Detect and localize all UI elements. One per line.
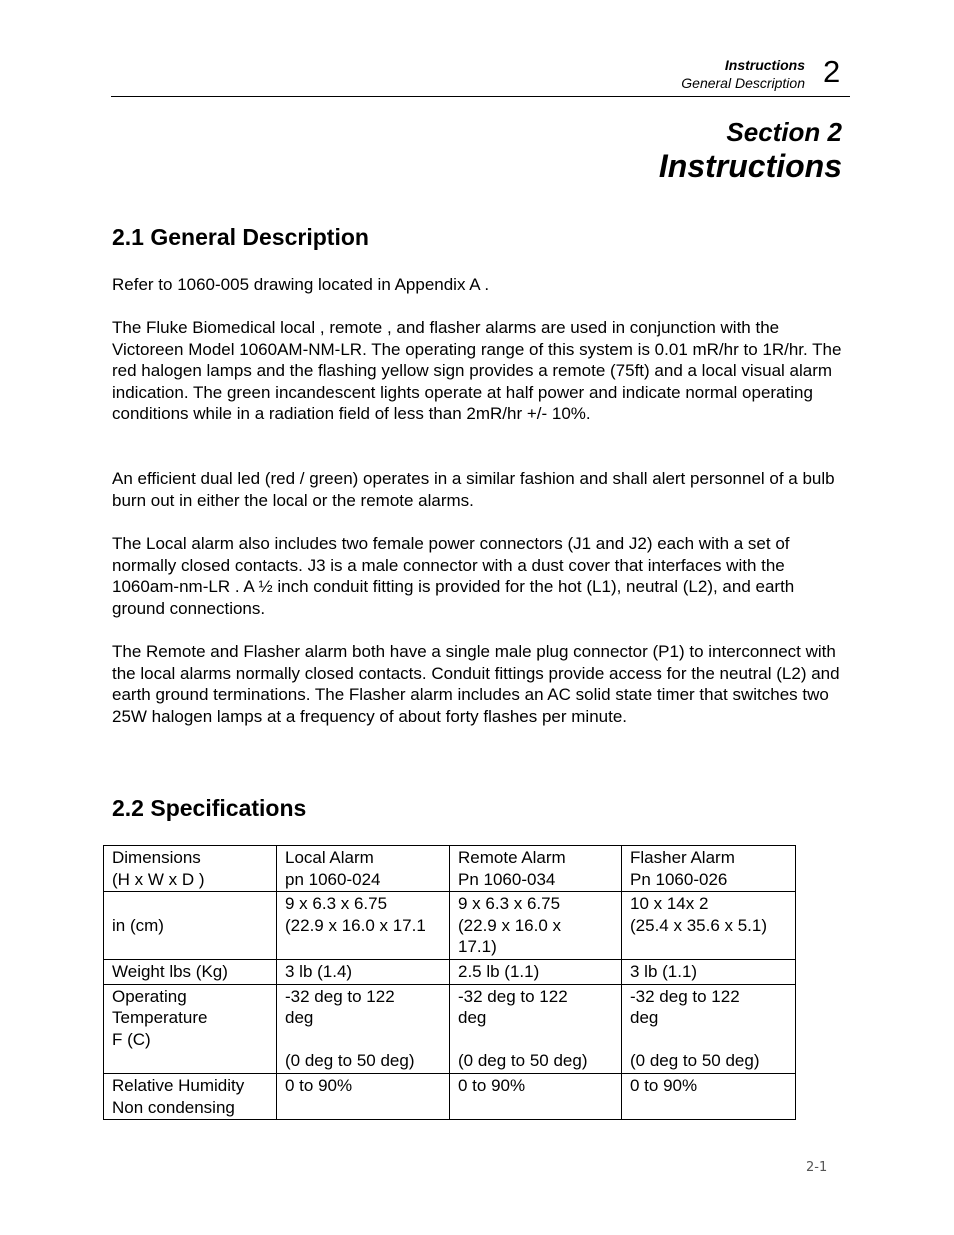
- table-cell: -32 deg to 122 deg (0 deg to 50 deg): [622, 984, 796, 1073]
- table-cell: Relative Humidity Non condensing: [104, 1073, 277, 1119]
- section-title: Instructions: [658, 148, 842, 184]
- paragraph-remote-flasher: The Remote and Flasher alarm both have a single male plug connector (P1) to interconnect with the local alarms normally closed contacts. Conduit fittings provide access for the neutral (L2) and earth ground terminations. The Flasher alarm includes an AC solid state timer that switches two 25W halogen lamps at a frequency of about forty flashes per minute.: [112, 642, 840, 726]
- table-cell: Flasher Alarm Pn 1060-026: [622, 846, 796, 892]
- table-cell: 0 to 90%: [450, 1073, 622, 1119]
- table-cell: 0 to 90%: [622, 1073, 796, 1119]
- table-cell: -32 deg to 122 deg (0 deg to 50 deg): [277, 984, 450, 1073]
- chapter-number: 2: [823, 54, 841, 89]
- paragraph-appendix-ref: Refer to 1060-005 drawing located in Appendix A .: [112, 275, 490, 294]
- table-cell: in (cm): [104, 892, 277, 960]
- table-cell: 0 to 90%: [277, 1073, 450, 1119]
- table-row: [104, 984, 796, 1073]
- page-number: 2-1: [806, 1160, 828, 1175]
- table-cell: 9 x 6.3 x 6.75 (22.9 x 16.0 x 17.1: [277, 892, 450, 960]
- paragraph-local-alarm: The Local alarm also includes two female power connectors (J1 and J2) each with a set of normally closed contacts. J3 is a male connector with a dust cover that interfaces with the 1060am-nm-LR . A ½ inch conduit fitting is provided for the hot (L1), neutral (L2), and earth ground connections.: [112, 534, 795, 618]
- paragraph-dual-led: An efficient dual led (red / green) operates in a similar fashion and shall alert personnel of a bulb burn out in either the local or the remote alarms.: [112, 469, 835, 510]
- section-label: Section 2: [726, 117, 842, 147]
- table-cell: 3 lb (1.4): [277, 959, 450, 984]
- table-cell: Remote Alarm Pn 1060-034: [450, 846, 622, 892]
- specifications-table: [103, 845, 796, 1120]
- specifications-heading: 2.2 Specifications: [112, 795, 307, 821]
- table-row: [104, 846, 796, 892]
- table-row: [104, 1073, 796, 1119]
- running-header: [681, 56, 805, 92]
- paragraph-system-overview: The Fluke Biomedical local , remote , and flasher alarms are used in conjunction with the Victoreen Model 1060AM-NM-LR. The operating range of this system is 0.01 mR/hr to 1R/hr. The red halogen lamps and the flashing yellow sign provides a remote (75ft) and a local visual alarm indication. The green incandescent lights operate at half power and indicate normal operating conditions while in a radiation field of less than 2mR/hr +/- 10%.: [112, 318, 842, 424]
- table-row: [104, 959, 796, 984]
- table-cell: 2.5 lb (1.1): [450, 959, 622, 984]
- table-row: [104, 892, 796, 960]
- header-rule: [111, 96, 850, 97]
- table-cell: -32 deg to 122 deg (0 deg to 50 deg): [450, 984, 622, 1073]
- table-cell: 10 x 14x 2 (25.4 x 35.6 x 5.1): [622, 892, 796, 960]
- table-cell: 9 x 6.3 x 6.75 (22.9 x 16.0 x 17.1): [450, 892, 622, 960]
- table-cell: Dimensions (H x W x D ): [104, 846, 277, 892]
- running-header-title: Instructions: [724, 57, 805, 73]
- general-description-heading: 2.1 General Description: [112, 224, 369, 250]
- table-cell: Local Alarm pn 1060-024: [277, 846, 450, 892]
- table-cell: 3 lb (1.1): [622, 959, 796, 984]
- table-cell: Operating Temperature F (C): [104, 984, 277, 1073]
- table-cell: Weight lbs (Kg): [104, 959, 277, 984]
- running-header-subtitle: General Description: [681, 75, 805, 91]
